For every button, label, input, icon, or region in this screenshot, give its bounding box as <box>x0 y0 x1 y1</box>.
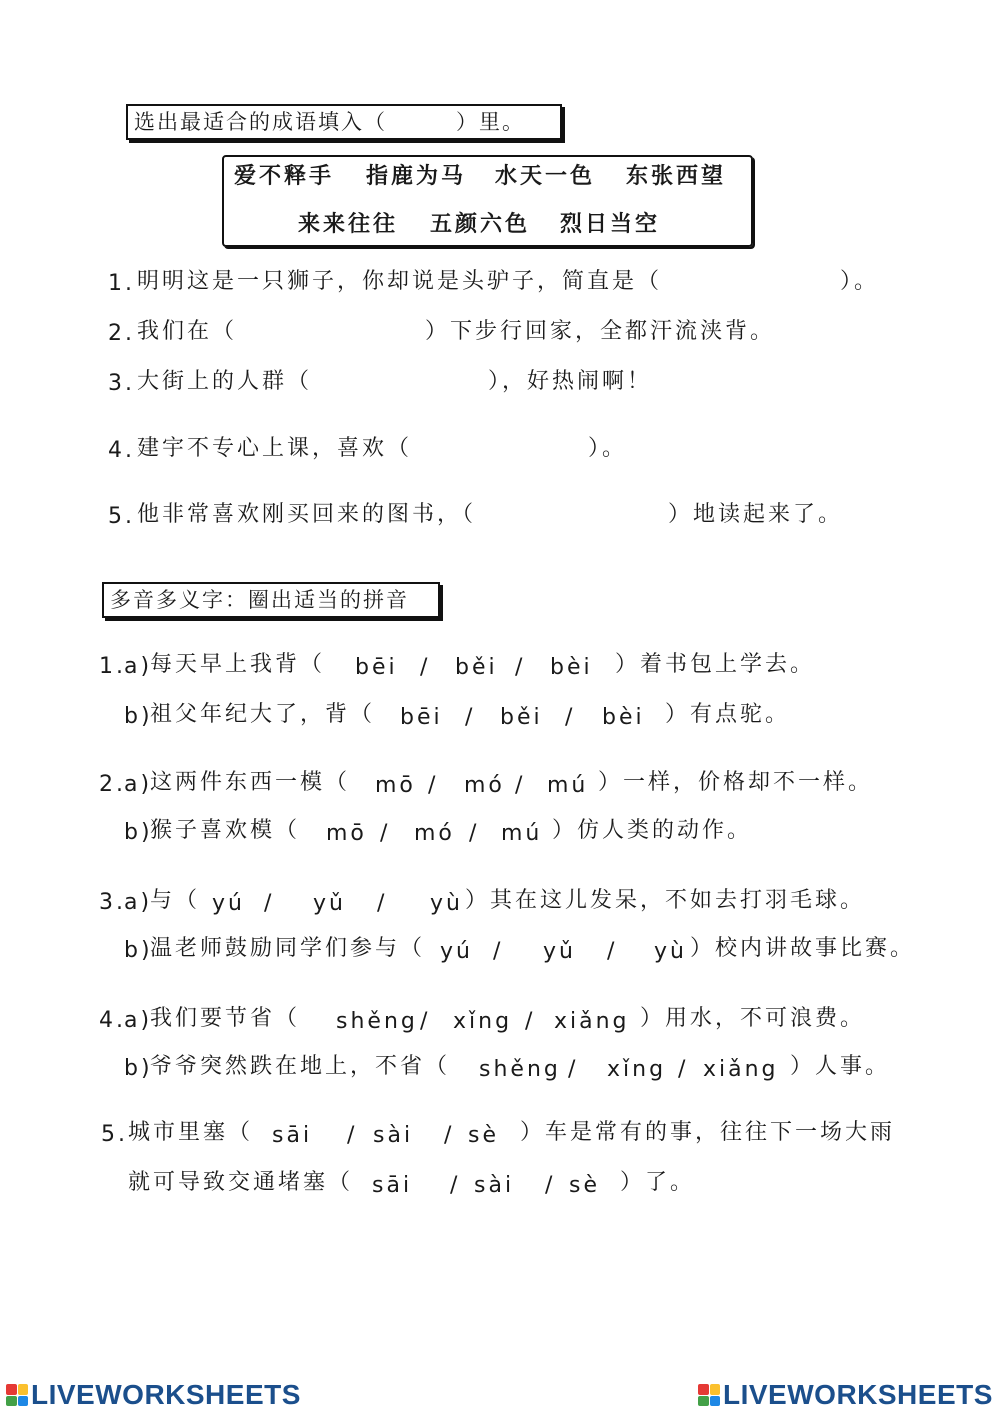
p3b-text-after: ）校内讲故事比赛。 <box>690 936 916 961</box>
idiom-1: 爱不释手 <box>234 164 335 189</box>
p3a-label: a) <box>124 890 153 915</box>
p5-line1-sep-1: / <box>347 1123 358 1148</box>
p1a-option-3[interactable]: bèi <box>550 655 593 680</box>
p5-line2-after: ）了。 <box>620 1170 696 1195</box>
p1b-option-2[interactable]: běi <box>500 705 543 730</box>
p4b-option-2[interactable]: xǐng <box>607 1057 667 1082</box>
p3a-sep-1: / <box>264 891 275 916</box>
p2b-sep-1: / <box>380 821 391 846</box>
q1-text-after: ）。 <box>840 269 880 294</box>
p3b-sep-1: / <box>493 939 504 964</box>
idiom-2: 指鹿为马 <box>366 164 467 189</box>
p3b-option-2[interactable]: yǔ <box>543 939 576 964</box>
idiom-7: 烈日当空 <box>560 212 661 237</box>
q4-text-before: 建宇不专心上课，喜欢（ <box>137 436 413 461</box>
p4b-option-3[interactable]: xiǎng <box>703 1057 779 1082</box>
p5-line1-sep-2: / <box>444 1123 455 1148</box>
q4-number: 4. <box>108 438 135 463</box>
p4b-label: b) <box>124 1056 153 1081</box>
q5-answer-input[interactable] <box>492 501 666 533</box>
p1a-option-2[interactable]: běi <box>455 655 498 680</box>
p3a-text-after: ）其在这儿发呆，不如去打羽毛球。 <box>465 888 866 913</box>
p2a-sep-1: / <box>428 773 439 798</box>
q5-number: 5. <box>108 504 135 529</box>
q2-number: 2. <box>108 321 135 346</box>
p2a-sep-2: / <box>515 773 526 798</box>
p2b-text-before: 猴子喜欢模（ <box>150 818 301 843</box>
p2b-text-after: ）仿人类的动作。 <box>552 818 753 843</box>
p5-line1-option-3[interactable]: sè <box>468 1123 499 1148</box>
p1b-sep-2: / <box>565 705 576 730</box>
p5-line1-option-2[interactable]: sài <box>373 1123 414 1148</box>
q4-text-after: ）。 <box>588 436 628 461</box>
q1-text-before: 明明这是一只狮子，你却说是头驴子，简直是（ <box>137 269 663 294</box>
p5-line2-sep-1: / <box>450 1173 461 1198</box>
p5-line2-option-3[interactable]: sè <box>569 1173 600 1198</box>
p4b-sep-2: / <box>678 1057 689 1082</box>
p5-line2-sep-2: / <box>545 1173 556 1198</box>
p1b-sep-1: / <box>465 705 476 730</box>
idiom-3: 水天一色 <box>495 164 596 189</box>
p5-line2-before: 就可导致交通堵塞（ <box>128 1170 354 1195</box>
p5-line1-option-1[interactable]: sāi <box>272 1123 313 1148</box>
q4-answer-input[interactable] <box>410 435 586 467</box>
p3a-text-before: 与（ <box>150 888 201 913</box>
p3b-option-1[interactable]: yú <box>440 939 473 964</box>
brand-name: LIVEWORKSHEETS <box>31 1379 301 1410</box>
p1b-label: b) <box>124 704 153 729</box>
p1a-text-after: ）着书包上学去。 <box>615 652 816 677</box>
brand-name: LIVEWORKSHEETS <box>723 1379 993 1410</box>
p2a-text-after: ）一样，价格却不一样。 <box>598 770 874 795</box>
p2b-label: b) <box>124 820 153 845</box>
p1a-sep-1: / <box>420 655 431 680</box>
q5-text-before: 他非常喜欢刚买回来的图书，（ <box>137 502 477 527</box>
p4a-text-after: ）用水，不可浪费。 <box>640 1006 866 1031</box>
liveworksheets-logo-left <box>6 1380 301 1410</box>
p5-line1-after: ）车是常有的事，往往下一场大雨 <box>520 1120 896 1145</box>
p5-line2-option-2[interactable]: sài <box>474 1173 515 1198</box>
p4b-option-1[interactable]: shěng <box>479 1057 561 1082</box>
p2-number: 2. <box>99 772 126 797</box>
q3-answer-input[interactable] <box>312 368 488 400</box>
q2-text-after: ）下步行回家，全都汗流浃背。 <box>425 319 776 344</box>
q3-number: 3. <box>108 371 135 396</box>
p3b-sep-2: / <box>607 939 618 964</box>
p2a-option-2[interactable]: mó <box>464 773 505 798</box>
p4a-sep-2: / <box>525 1009 536 1034</box>
p4a-text-before: 我们要节省（ <box>150 1006 301 1031</box>
p4b-sep-1: / <box>568 1057 579 1082</box>
p1a-option-1[interactable]: bēi <box>355 655 398 680</box>
liveworksheets-logo-right <box>698 1380 993 1410</box>
p1a-sep-2: / <box>515 655 526 680</box>
q1-answer-input[interactable] <box>665 268 839 300</box>
p3a-option-1[interactable]: yú <box>212 891 245 916</box>
section1-title: 选出最适合的成语填入（ ）里。 <box>134 110 525 134</box>
p2a-label: a) <box>124 772 153 797</box>
p4a-option-3[interactable]: xiǎng <box>554 1009 630 1034</box>
liveworksheets-mark-icon <box>698 1384 720 1406</box>
q3-text-before: 大街上的人群（ <box>137 369 313 394</box>
p4a-option-1[interactable]: shěng <box>336 1009 418 1034</box>
p4b-text-before: 爷爷突然跌在地上，不省（ <box>150 1054 451 1079</box>
p3b-label: b) <box>124 938 153 963</box>
p3a-sep-2: / <box>377 891 388 916</box>
p1a-text-before: 每天早上我背（ <box>150 652 326 677</box>
liveworksheets-mark-icon <box>6 1384 28 1406</box>
p1a-label: a) <box>124 654 153 679</box>
p2b-option-1[interactable]: mō <box>326 821 367 846</box>
p3a-option-3[interactable]: yù <box>430 891 463 916</box>
q5-text-after: ）地读起来了。 <box>668 502 844 527</box>
section2-title: 多音多义字：圈出适当的拼音 <box>110 588 409 612</box>
p1b-option-3[interactable]: bèi <box>602 705 645 730</box>
q2-answer-input[interactable] <box>238 318 422 350</box>
q3-text-after: ），好热闹啊！ <box>488 369 653 394</box>
p3b-option-3[interactable]: yù <box>654 939 687 964</box>
p1-number: 1. <box>99 654 126 679</box>
p1b-text-after: ）有点驼。 <box>665 702 791 727</box>
p2b-option-3[interactable]: mú <box>501 821 543 846</box>
p5-number: 5. <box>101 1122 128 1147</box>
p1b-option-1[interactable]: bēi <box>400 705 443 730</box>
p2a-option-3[interactable]: mú <box>547 773 589 798</box>
p3-number: 3. <box>99 890 126 915</box>
p2a-text-before: 这两件东西一模（ <box>150 770 351 795</box>
p4-number: 4. <box>99 1008 126 1033</box>
p2b-sep-2: / <box>469 821 480 846</box>
p1b-text-before: 祖父年纪大了，背（ <box>150 702 376 727</box>
p4a-option-2[interactable]: xǐng <box>453 1009 513 1034</box>
idiom-4: 东张西望 <box>626 164 727 189</box>
p4a-sep-1: / <box>420 1009 431 1034</box>
p4b-text-after: ）人事。 <box>790 1054 891 1079</box>
p5-line1-before: 城市里塞（ <box>128 1120 254 1145</box>
q1-number: 1. <box>108 271 135 296</box>
p4a-label: a) <box>124 1008 153 1033</box>
idiom-6: 五颜六色 <box>430 212 531 237</box>
p2b-option-2[interactable]: mó <box>414 821 455 846</box>
p2a-option-1[interactable]: mō <box>375 773 416 798</box>
q2-text-before: 我们在（ <box>137 319 238 344</box>
p5-line2-option-1[interactable]: sāi <box>372 1173 413 1198</box>
p3b-text-before: 温老师鼓励同学们参与（ <box>150 936 426 961</box>
p3a-option-2[interactable]: yǔ <box>313 891 346 916</box>
idiom-5: 来来往往 <box>298 212 399 237</box>
